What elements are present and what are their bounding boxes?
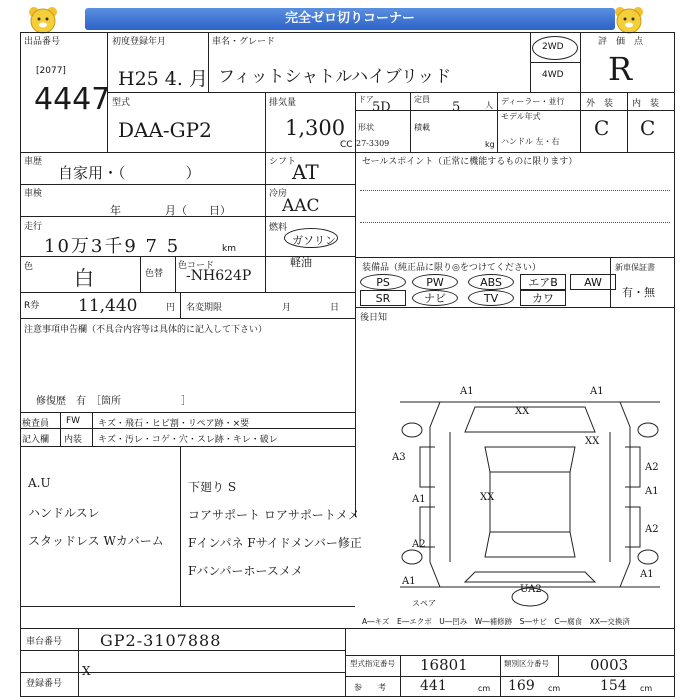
chassis-value: GP2-3107888 [100,631,222,650]
door-label: ドア [358,95,374,104]
note-right-2: Fインパネ Fサイドメンバー修正 [188,536,362,550]
damage-mark-5: A2 [645,462,659,473]
damage-mark-8: A2 [645,524,659,535]
damage-mark-0: A1 [460,386,474,397]
name-change-label: 名変期限 [186,303,223,313]
interior-label: 内 装 [632,99,660,109]
handle-label: ハンドル 左・右 [501,137,560,146]
equipment-item-6: ナビ [412,290,458,306]
capacity-value: 5 [452,100,461,115]
inspector-row2-text: キズ・汚レ・コゲ・穴・スレ跡・キレ・破レ [98,435,278,445]
damage-mark-13: XX [480,492,495,503]
ac-label: 冷房 [269,189,288,199]
color-code-label: 色コード [178,261,215,271]
note-right-0: 下廻り S [188,480,237,494]
damage-legend: A―キズ E―エクボ U―凹み W―補修跡 S―サビ C―腐食 XX―交換済 [362,617,630,626]
damage-mark-11: UA2 [520,584,542,595]
mileage-unit: km [222,244,236,254]
color-value: 白 [74,266,94,290]
damage-mark-4: A3 [392,452,406,463]
color-code-value: -NH624P [186,268,252,284]
damage-mark-9: A2 [412,539,426,550]
shift-label: シフト [269,157,297,167]
displacement-label: 排気量 [269,98,297,108]
color-label: 色 [24,262,34,272]
exterior-value: C [594,116,610,140]
color-change-label: 色替 [145,269,164,279]
registration-label: 登録番号 [26,679,63,689]
equipment-item-8: カワ [520,290,566,306]
model-value: フィットシャトルハイブリッド [218,67,452,87]
equipment-item-5: SR [360,290,406,306]
cert-number-label: 型式指定番号 [350,659,395,668]
cc-note: 27-3309 [356,139,390,148]
lot-number-label: 出品番号 [24,37,61,47]
damage-mark-6: A1 [645,486,659,497]
damage-mark-1: A1 [590,386,604,397]
note-left-1: ハンドルスレ [28,506,100,520]
name-change-month: 月 [282,303,292,313]
cert-number-value: 16801 [420,656,468,674]
registration-value: X [82,664,91,678]
door-value: 5D [372,100,391,115]
shape-label: 形状 [358,123,374,132]
equipment-item-2: ABS [468,274,514,290]
after-sale-label: 後日知 [360,313,388,323]
reference-height-unit: cm [640,684,653,693]
remarks-label: 注意事項申告欄（不具合内容等は具体的に記入して下さい） [24,325,268,335]
fuel-gas-circle [284,228,338,248]
fuel-diesel: 軽油 [290,256,312,269]
inspection-label: 車検 [24,189,43,199]
first-registration-label: 初度登録年月 [112,37,167,47]
damage-mark-7: A1 [412,494,426,505]
repair-history-label: 修復歴 有 ［箇所 ］ [36,396,191,407]
note-right-3: Fバンパーホースメメ [188,564,303,578]
load-unit: kg [485,140,495,149]
damage-mark-2: XX [515,406,530,417]
equipment-item-7: TV [468,290,514,306]
inspector-row1-text: キズ・飛石・ヒビ割・リペア跡・×要 [98,419,250,429]
mileage-label: 走行 [24,222,43,232]
warranty-value: 有・無 [622,286,655,299]
usage-value: 自家用・（ ） [58,164,201,182]
reference-height: 154 [600,678,627,694]
inspection-value: 年 月（ 日） [110,204,231,217]
new-car-warranty-label: 新車保証書 [615,263,655,272]
equipment-item-0: PS [360,274,406,290]
fuel-label: 燃料 [269,223,288,233]
lot-small-code: [2077] [36,66,66,76]
recycle-label: R券 [24,301,40,311]
equipment-item-1: PW [412,274,458,290]
lot-number: 4447 [34,82,111,117]
note-left-2: スタッドレス Wカバーム [28,534,164,548]
class-number-value: 0003 [590,656,629,674]
ac-value: AAC [282,196,320,216]
drive-4wd-label: 4WD [542,70,564,80]
reference-width: 169 [508,678,535,694]
recycle-value: 11,440 [78,296,138,316]
shift-value: AT [292,160,319,184]
reference-label: 参 考 [354,683,386,692]
damage-mark-12: A1 [402,576,416,587]
type-value: DAA-GP2 [118,118,212,142]
note-right-1: コアサポート ロアサポートメメ [188,508,360,522]
equipment-label: 装備品（純正品に限り◎をつけてください） [362,263,541,273]
car-body-diagram [390,372,670,612]
sales-point-label: セールスポイント（正常に機能するものに限ります） [362,157,578,167]
reference-length: 441 [420,678,447,694]
capacity-label: 定員 [414,95,430,104]
score-label: 評 価 点 [598,37,644,47]
model-year-label: モデル年式 [501,112,541,121]
model-label: 車名・グレード [212,37,276,47]
chassis-label: 車台番号 [26,637,63,647]
usage-label: 車歴 [24,157,43,167]
reference-length-unit: cm [478,684,491,693]
damage-mark-3: XX [585,436,600,447]
equipment-item-3: エアB [520,274,566,290]
inspector-row2-tag: 内装 [64,435,83,445]
dealer-label: ディーラー・並行 [501,97,565,106]
inspector-label-2: 記入欄 [22,435,50,445]
recycle-unit: 円 [166,303,176,313]
drive-2wd-label: 2WD [542,42,564,52]
inspector-row1-tag: FW [66,416,81,426]
reference-width-unit: cm [548,684,561,693]
exterior-label: 外 装 [586,99,614,109]
equipment-item-4: AW [570,274,616,290]
damage-mark-10: A1 [640,569,654,580]
cc-label: CC [340,140,353,150]
note-left-0: A.U [28,476,51,490]
score-value: R [608,50,633,88]
type-label: 型式 [112,98,131,108]
class-number-label: 類別区分番号 [504,659,549,668]
load-label: 積載 [414,123,430,132]
inspector-label-1: 検査員 [22,419,50,429]
mileage-value: 10万3千9 7 5 [44,236,181,257]
displacement-value: 1,300 [285,116,346,140]
capacity-unit: 人 [485,101,493,110]
interior-value: C [640,116,656,140]
first-registration-value: H25 4. 月 [118,68,208,90]
fuel-gas: ガソリン [292,234,336,247]
name-change-day: 日 [330,303,340,313]
spare-label: スペア [412,599,436,608]
banner-title: 完全ゼロ切りコーナー [85,8,615,30]
